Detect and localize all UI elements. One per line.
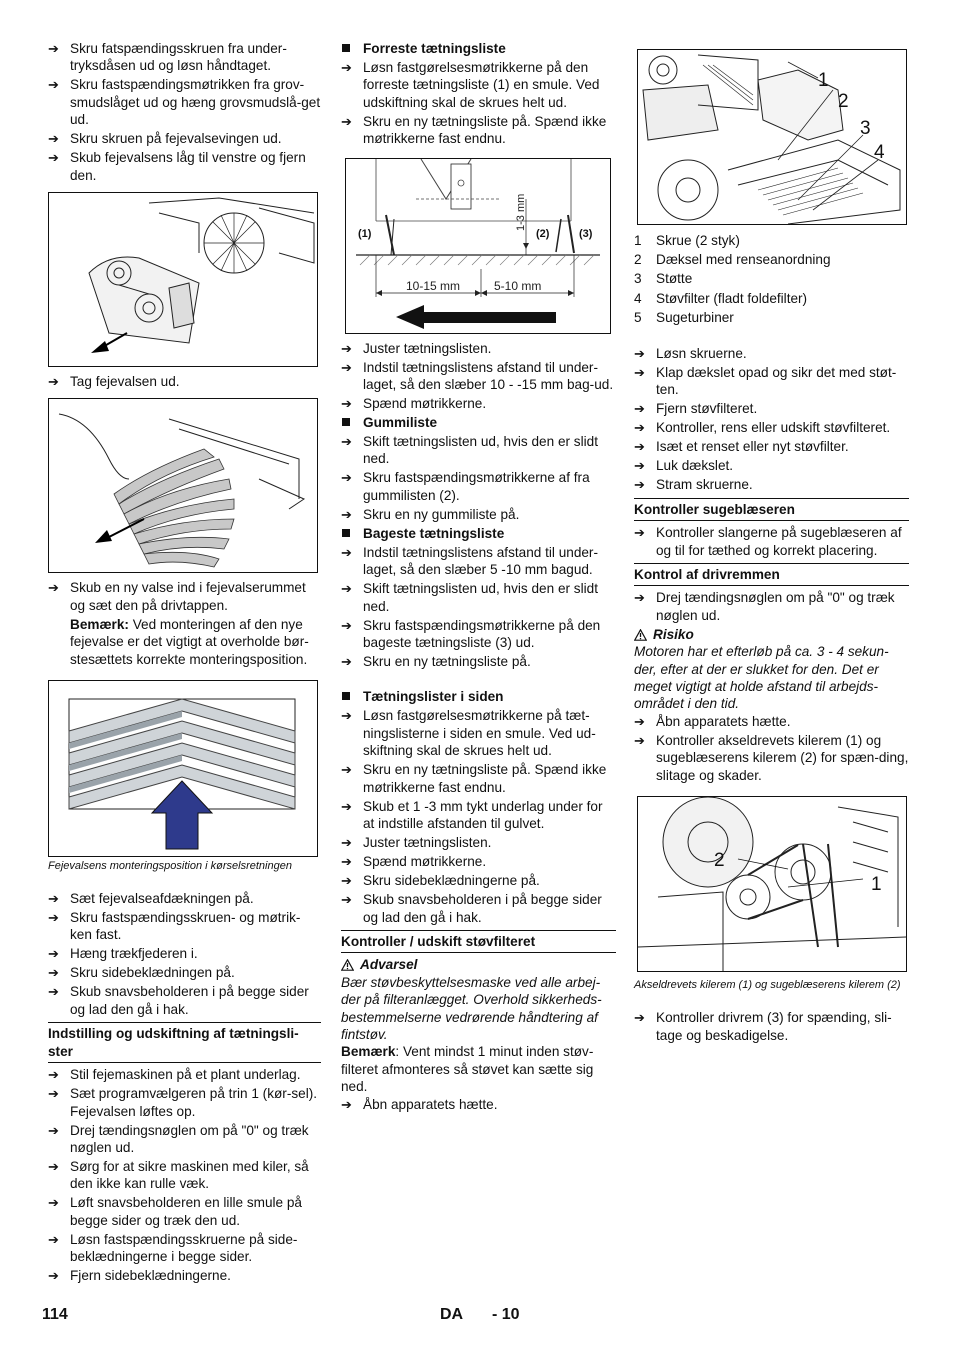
arrow-right-icon: ➔ <box>341 359 352 375</box>
dim-gap-label: 1-3 mm <box>515 193 527 231</box>
column-3 <box>634 40 909 1046</box>
legend-item: 1 Skrue (2 styk) <box>634 233 740 248</box>
section-heading: Kontroller / udskift støvfilteret <box>341 930 616 953</box>
step-list-a <box>48 40 321 184</box>
list-item: ➔ Spænd møtrikkerne. <box>341 854 487 870</box>
warning-triangle-icon <box>341 959 354 971</box>
legend-item: 4 Støvfilter (fladt foldefilter) <box>634 290 808 306</box>
column-2 <box>341 40 616 1115</box>
figure-caption: Fejevalsens monteringsposition i kørselsretningen <box>48 860 292 873</box>
arrow-right-icon: ➔ <box>634 477 645 493</box>
note-paragraph: Bemærk: Vent mindst 1 minut inden støv-filteret afmonteres så støvet kan sætte sig ned. <box>341 1044 594 1095</box>
arrow-right-icon: ➔ <box>341 544 352 560</box>
list-item: ➔ Åbn apparatets hætte. <box>341 1096 498 1112</box>
list-item: ➔ Skub snavsbeholderen i på begge sider og lad den gå i hak. <box>341 892 602 925</box>
arrow-right-icon: ➔ <box>48 41 59 56</box>
list-item: ➔ Løft snavsbeholderen en lille smule på begge sider og træk den ud. <box>48 1195 302 1228</box>
arrow-right-icon: ➔ <box>634 420 645 436</box>
arrow-right-icon: ➔ <box>341 798 352 814</box>
arrow-right-icon: ➔ <box>634 365 645 381</box>
callout-1: 1 <box>871 874 882 896</box>
list-item: ➔ Skru en ny tætningsliste på. Spænd ikke møtrikkerne fast endnu. <box>341 113 607 147</box>
arrow-right-icon: ➔ <box>341 762 352 778</box>
callout-3: 3 <box>860 118 871 139</box>
arrow-right-icon: ➔ <box>48 1231 59 1247</box>
list-item: ➔ Sæt programvælgeren på trin 1 (kør-sel). Fejevalsen løftes op. <box>48 1086 318 1119</box>
list-item: ➔ Kontroller slangerne på sugeblæseren af og til for tæthed og korrekt placering. <box>634 525 902 558</box>
arrow-right-icon: ➔ <box>48 580 59 596</box>
language-code: DA <box>440 1306 464 1323</box>
arrow-right-icon: ➔ <box>341 60 352 75</box>
list-item: ➔ Skru sidebeklædningerne på. <box>341 873 540 889</box>
figure-caption: Akseldrevets kilerem (1) og sugeblæserens kilerem (2) <box>634 979 901 992</box>
brush-roller-illustration <box>49 399 317 572</box>
mounting-chevron-illustration <box>49 681 317 856</box>
arrow-right-icon: ➔ <box>48 1195 59 1211</box>
arrow-right-icon: ➔ <box>48 374 59 390</box>
arrow-right-icon: ➔ <box>634 458 645 474</box>
arrow-right-icon: ➔ <box>48 150 59 166</box>
bullet-square-icon <box>342 418 350 426</box>
list-item: ➔ Fjern støvfilteret. <box>634 401 758 417</box>
arrow-right-icon: ➔ <box>634 525 645 541</box>
legend-item: 3 Støtte <box>634 271 693 287</box>
list-item: ➔ Åbn apparatets hætte. <box>634 713 791 729</box>
list-item: ➔ Indstil tætningslistens afstand til under-laget, så den slæber 10 - -15 mm bag-ud. <box>341 359 614 393</box>
subsection-heading: Bageste tætningsliste <box>341 525 616 542</box>
list-item: ➔ Drej tændingsnøglen om på "0" og træk nøglen ud. <box>634 590 895 623</box>
seal-label-2: (2) <box>536 227 550 240</box>
figure-v-belts <box>637 796 907 972</box>
list-item: ➔ Løsn fastspændingsskruerne på side-beklædningerne i begge sider. <box>48 1231 298 1265</box>
list-item: ➔ Skru fastspændingsmøtrikkerne af fra gummilisten (2). <box>341 470 590 503</box>
list-item: ➔ Stil fejemaskinen på et plant underlag. <box>48 1067 301 1083</box>
arrow-right-icon: ➔ <box>341 470 352 486</box>
arrow-right-icon: ➔ <box>341 892 352 908</box>
brush-roller-icon <box>114 449 234 567</box>
arrow-right-icon: ➔ <box>634 732 645 748</box>
list-item: ➔ Skift tætningslisten ud, hvis den er slidt ned. <box>341 581 598 614</box>
step-list-d <box>48 890 321 1018</box>
dust-filter-illustration <box>638 50 906 224</box>
list-item: ➔ Kontroller akseldrevets kilerem (1) og sugeblæserens kilerem (2) for spæn-ding, slitage og skader. <box>634 732 909 783</box>
legend-item: 2 Dæksel med renseanordning <box>634 252 831 268</box>
figure-legend <box>634 231 909 327</box>
list-item: ➔ Kontroller, rens eller udskift støvfilteret. <box>634 420 891 436</box>
arrow-right-icon: ➔ <box>48 131 59 147</box>
risk-heading: Risiko <box>634 626 909 643</box>
list-item: ➔ Skub en ny valse ind i fejevalserummet og sæt den på drivtappen. <box>48 580 306 613</box>
subsection-heading: Tætningslister i siden <box>341 688 616 705</box>
section-heading: Kontroller sugeblæseren <box>634 498 909 521</box>
arrow-right-icon: ➔ <box>341 854 352 870</box>
arrow-right-icon: ➔ <box>341 1096 352 1112</box>
list-item: ➔ Skub snavsbeholderen i på begge sider og lad den gå i hak. <box>48 984 309 1017</box>
seal-label-3: (3) <box>579 227 593 240</box>
note-paragraph: Bemærk: Ved monteringen af den nye fejevalse er det vigtigt at overholde bør-stesættets korrekte monteringsposition. <box>70 616 309 667</box>
arrow-right-icon: ➔ <box>48 910 59 926</box>
list-item: ➔ Løsn skruerne. <box>634 346 747 362</box>
arrow-right-icon: ➔ <box>341 113 352 129</box>
arrow-right-icon: ➔ <box>48 891 59 907</box>
arrow-right-icon: ➔ <box>341 396 352 412</box>
list-item: ➔ Skift tætningslisten ud, hvis den er slidt ned. <box>341 434 598 467</box>
list-item: ➔ Skub et 1 -3 mm tykt underlag under for at indstille afstanden til gulvet. <box>341 798 603 832</box>
arrow-right-icon: ➔ <box>341 434 352 450</box>
list-item: ➔ Skru sidebeklædningen på. <box>48 965 235 981</box>
seal-label-1: (1) <box>358 227 372 240</box>
subsection-heading: Gummiliste <box>341 414 616 431</box>
callout-4: 4 <box>874 142 885 163</box>
arrow-right-icon: ➔ <box>48 77 59 93</box>
arrow-right-icon: ➔ <box>634 713 645 729</box>
callout-1: 1 <box>818 70 829 91</box>
list-item: ➔ Indstil tætningslistens afstand til under-laget, så den slæber 5 -10 mm bagud. <box>341 544 598 578</box>
arrow-right-icon: ➔ <box>48 1158 59 1174</box>
list-item: ➔ Skub fejevalsens låg til venstre og fjern den. <box>48 150 306 183</box>
list-item: ➔ Juster tætningslisten. <box>341 835 492 851</box>
list-item: ➔ Stram skruerne. <box>634 477 753 493</box>
list-item: ➔ Fjern sidebeklædningerne. <box>48 1268 231 1284</box>
list-item: ➔ Tag fejevalsen ud. <box>48 374 180 390</box>
arrow-right-icon: ➔ <box>48 1067 59 1083</box>
list-item: ➔ Skru fastspændingsmøtrikken fra grov-smudslåget ud og hæng grovsmudslå-get ud. <box>48 77 321 128</box>
list-item: ➔ Drej tændingsnøglen om på "0" og træk nøglen ud. <box>48 1122 309 1155</box>
dim-front-label: 10-15 mm <box>406 278 461 293</box>
list-item: ➔ Skru fatspændingsskruen fra under-tryksdåsen ud og løsn håndtaget. <box>48 41 287 74</box>
arrow-right-icon: ➔ <box>48 1086 59 1102</box>
list-item: ➔ Hæng trækfjederen i. <box>48 946 198 962</box>
figure-dust-filter <box>637 49 907 225</box>
arrow-right-icon: ➔ <box>341 617 352 633</box>
list-item: ➔ Løsn fastgørelsesmøtrikkerne på tæt-ningslisterne i siden en smule. Ved ud-skiftning skal de skrues helt ud. <box>341 708 596 759</box>
arrow-right-icon: ➔ <box>48 984 59 1000</box>
arrow-right-icon: ➔ <box>341 506 352 522</box>
arrow-right-icon: ➔ <box>48 1122 59 1138</box>
section-heading: Indstilling og udskiftning af tætningsli-ster <box>48 1022 321 1063</box>
page-subnumber: - 10 <box>492 1306 520 1323</box>
list-item: ➔ Luk dækslet. <box>634 458 734 474</box>
arrow-right-icon: ➔ <box>48 946 59 962</box>
warning-triangle-icon <box>634 629 647 641</box>
warning-heading: Advarsel <box>341 956 616 973</box>
arrow-right-icon: ➔ <box>341 708 352 724</box>
bullet-square-icon <box>342 692 350 700</box>
arrow-right-icon: ➔ <box>341 340 352 356</box>
brush-cover-illustration <box>49 193 317 366</box>
list-item: ➔ Kontroller drivrem (3) for spænding, sli-tage og beskadigelse. <box>634 1010 892 1043</box>
arrow-right-icon: ➔ <box>341 581 352 597</box>
bullet-square-icon <box>342 529 350 537</box>
arrow-right-icon: ➔ <box>341 873 352 889</box>
rubber-strip <box>556 219 561 252</box>
arrow-right-icon: ➔ <box>634 401 645 417</box>
list-item: ➔ Skru fastspændingsmøtrikkerne på den bageste tætningsliste (3) ud. <box>341 617 601 651</box>
direction-arrow-left-icon <box>396 305 556 329</box>
list-item: ➔ Spænd møtrikkerne. <box>341 396 487 412</box>
figure-mounting-position <box>48 680 318 857</box>
dim-rear-label: 5-10 mm <box>494 278 542 293</box>
list-item: ➔ Sørg for at sikre maskinen med kiler, så den ikke kan rulle væk. <box>48 1158 309 1192</box>
arrow-right-icon: ➔ <box>48 1268 59 1284</box>
list-item: ➔ Sæt fejevalseafdækningen på. <box>48 891 254 907</box>
figure-brush-cover <box>48 192 318 367</box>
bullet-square-icon <box>342 44 350 52</box>
v-belt-illustration <box>638 797 906 971</box>
warning-text: Bær støvbeskyttelsesmaske ved alle arbej-der på filteranlægget. Overhold sikkerheds-bestemmelserne vedrørende håndtering af fintstøv. <box>341 974 602 1042</box>
list-item: ➔ Skru en ny gummiliste på. <box>341 506 520 522</box>
arrow-right-icon: ➔ <box>634 1010 645 1026</box>
step-list-e <box>48 1066 321 1284</box>
risk-text: Motoren har et efterløb på ca. 3 - 4 sekun-der, efter at der er slukket for den. Det er meget vigtigt at holde afstand til arbejds-området i den tid. <box>634 644 889 712</box>
list-item: ➔ Løsn fastgørelsesmøtrikkerne på den forreste tætningsliste (1) en smule. Ved udskiftning skal de skrues helt ud. <box>341 60 600 110</box>
list-item: ➔ Skru en ny tætningsliste på. Spænd ikke møtrikkerne fast endnu. <box>341 762 607 795</box>
arrow-right-icon: ➔ <box>634 346 645 362</box>
arrow-right-icon: ➔ <box>634 439 645 455</box>
callout-2: 2 <box>838 91 849 112</box>
subsection-heading: Forreste tætningsliste <box>341 40 616 57</box>
list-item: ➔ Skru en ny tætningsliste på. <box>341 654 531 670</box>
list-item: ➔ Juster tætningslisten. <box>341 340 492 356</box>
callout-2: 2 <box>714 850 725 872</box>
legend-item: 5 Sugeturbiner <box>634 309 734 325</box>
arrow-right-icon: ➔ <box>341 835 352 851</box>
list-item: ➔ Skru skruen på fejevalsevingen ud. <box>48 131 282 147</box>
figure-seal-diagram <box>345 158 611 334</box>
arrow-right-icon: ➔ <box>48 965 59 981</box>
list-item: ➔ Isæt et renset eller nyt støvfilter. <box>634 439 849 455</box>
figure-brush-roller <box>48 398 318 573</box>
seal-strip-diagram <box>346 159 610 333</box>
page-number: 114 <box>42 1306 68 1323</box>
arrow-right-icon: ➔ <box>634 590 645 606</box>
arrow-right-icon: ➔ <box>341 654 352 670</box>
list-item: ➔ Skru fastspændingsskruen- og møtrik-ken fast. <box>48 910 301 943</box>
column-1 <box>48 40 321 1286</box>
step-list-filter <box>634 345 909 494</box>
section-heading: Kontrol af drivremmen <box>634 563 909 586</box>
list-item: ➔ Klap dækslet opad og sikr det med støt-ten. <box>634 365 897 398</box>
